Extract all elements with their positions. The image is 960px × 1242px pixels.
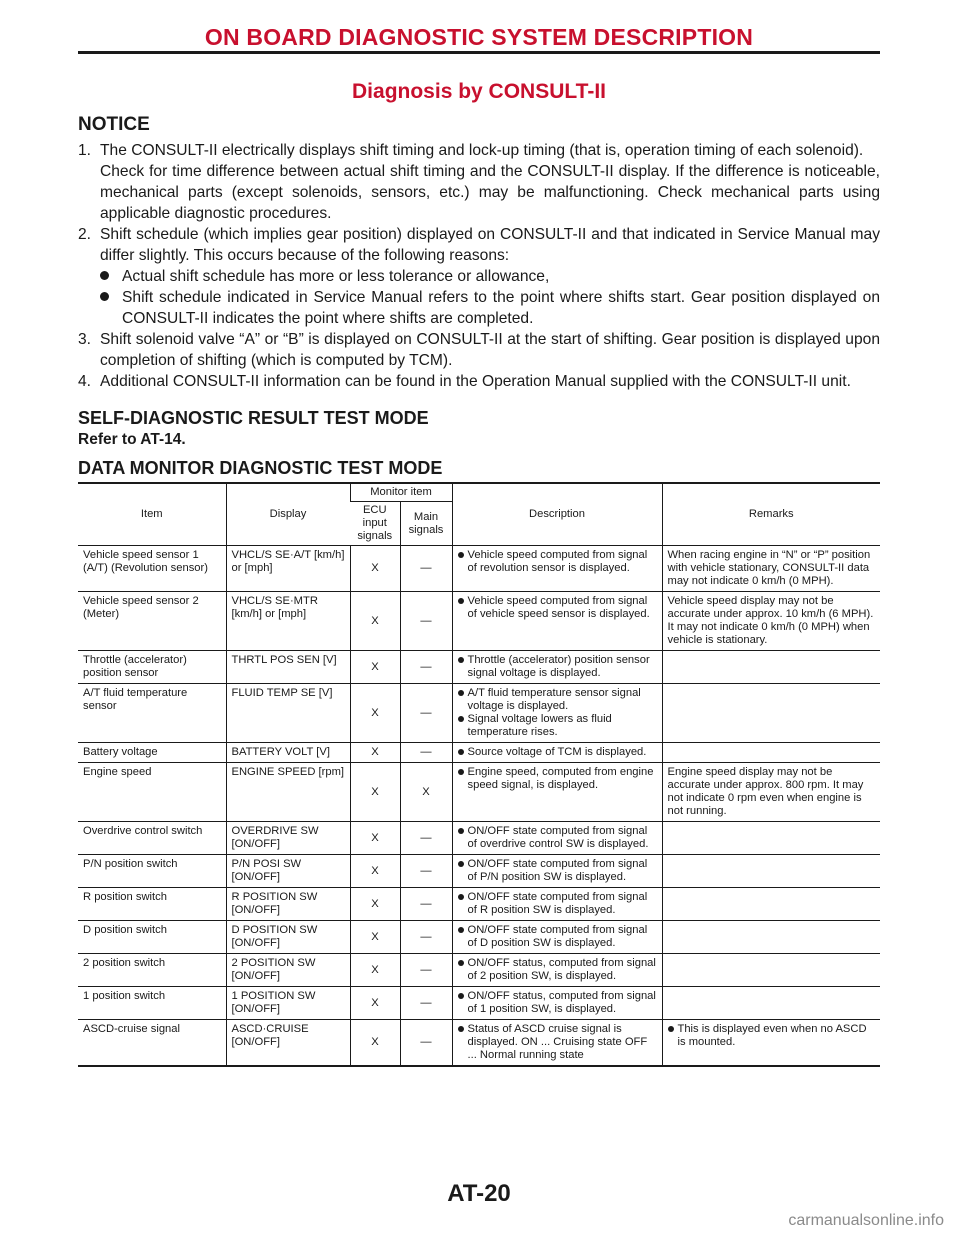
table-row [78, 954, 880, 987]
bullet-dot-icon [100, 271, 109, 280]
bullet-dot-icon [458, 894, 464, 900]
bullet-text: Shift schedule indicated in Service Manual refers to the point where shifts start. Gear position displayed on CONSULT-II indicates the point where shifts are completed. [122, 289, 880, 327]
cell-description [452, 763, 662, 822]
bullet-dot-icon [458, 861, 464, 867]
cell-main-signal: — [400, 1020, 452, 1067]
cell-item: Engine speed [78, 763, 226, 822]
cell-remarks [662, 888, 880, 921]
table-row [78, 763, 880, 822]
description-text: ON/OFF state computed from signal of R position SW is displayed. [467, 891, 648, 916]
cell-ecu-input: X [350, 1020, 400, 1067]
description-bullet [458, 891, 658, 917]
table-row [78, 822, 880, 855]
table-row [78, 743, 880, 763]
cell-display: R POSITION SW [ON/OFF] [226, 888, 350, 921]
bullet-dot-icon [458, 598, 464, 604]
remarks-text: Vehicle speed display may not be accurate under approx. 10 km/h (6 MPH). It may not indicate 0 km/h (0 MPH) when vehicle is stationary. [667, 595, 874, 646]
cell-main-signal: — [400, 592, 452, 651]
col-header-monitor-item: Monitor item [350, 483, 452, 502]
cell-remarks [662, 684, 880, 743]
bullet-dot-icon [458, 690, 464, 696]
description-text: ON/OFF state computed from signal of P/N position SW is displayed. [467, 858, 648, 883]
bullet-dot-icon [100, 292, 109, 301]
page-header [78, 24, 880, 51]
bullet-dot-icon [458, 716, 464, 722]
cell-remarks [662, 592, 880, 651]
notice-bullet [100, 266, 880, 287]
bullet-dot-icon [458, 927, 464, 933]
notice-text: Additional CONSULT-II information can be found in the Operation Manual supplied with the CONSULT-II unit. [100, 373, 851, 390]
description-text: A/T fluid temperature sensor signal voltage is displayed. [467, 687, 641, 712]
notice-item-number: 3. [78, 331, 92, 348]
description-bullet [458, 766, 658, 792]
table-row [78, 1020, 880, 1067]
notice-item-3 [78, 329, 880, 371]
cell-ecu-input: X [350, 822, 400, 855]
cell-main-signal: — [400, 684, 452, 743]
description-text: Engine speed, computed from engine speed signal, is displayed. [467, 766, 654, 791]
remarks-text: When racing engine in “N” or “P” position with vehicle stationary, CONSULT-II data may not indicate 0 km/h (0 MPH). [667, 549, 871, 587]
cell-description [452, 546, 662, 592]
col-header-item: Item [78, 483, 226, 546]
cell-display: VHCL/S SE·A/T [km/h] or [mph] [226, 546, 350, 592]
description-bullet [458, 654, 658, 680]
cell-main-signal: — [400, 888, 452, 921]
header-title: ON BOARD DIAGNOSTIC SYSTEM DESCRIPTION [204, 24, 754, 50]
cell-item: 1 position switch [78, 987, 226, 1020]
description-text: ON/OFF state computed from signal of D position SW is displayed. [467, 924, 648, 949]
cell-item: P/N position switch [78, 855, 226, 888]
cell-main-signal: X [400, 763, 452, 822]
cell-display: BATTERY VOLT [V] [226, 743, 350, 763]
notice-item-number: 1. [78, 142, 92, 159]
description-text: Throttle (accelerator) position sensor signal voltage is displayed. [467, 654, 650, 679]
description-text: Vehicle speed computed from signal of vehicle speed sensor is displayed. [467, 595, 650, 620]
data-monitor-heading: DATA MONITOR DIAGNOSTIC TEST MODE [78, 458, 443, 478]
notice-text: Shift solenoid valve “A” or “B” is displayed on CONSULT-II at the start of shifting. Gear position is displayed upon completion of shifting (which is computed by TCM). [100, 331, 880, 369]
cell-ecu-input: X [350, 954, 400, 987]
cell-ecu-input: X [350, 592, 400, 651]
bullet-dot-icon [458, 657, 464, 663]
cell-remarks [662, 987, 880, 1020]
description-bullet [458, 713, 658, 739]
bullet-dot-icon [458, 552, 464, 558]
description-bullet [458, 924, 658, 950]
cell-main-signal: — [400, 743, 452, 763]
description-bullet [458, 687, 658, 713]
cell-display: ENGINE SPEED [rpm] [226, 763, 350, 822]
cell-display: THRTL POS SEN [V] [226, 651, 350, 684]
cell-item: ASCD-cruise signal [78, 1020, 226, 1067]
page-number: AT-20 [447, 1180, 511, 1207]
col-header-remarks: Remarks [662, 483, 880, 546]
cell-ecu-input: X [350, 546, 400, 592]
cell-description [452, 855, 662, 888]
header-rule [78, 51, 880, 54]
cell-item: Vehicle speed sensor 2 (Meter) [78, 592, 226, 651]
cell-remarks [662, 954, 880, 987]
notice-item-2 [78, 224, 880, 329]
table-row [78, 855, 880, 888]
cell-main-signal: — [400, 921, 452, 954]
col-header-ecu-input: ECU input signals [350, 502, 400, 546]
cell-description [452, 822, 662, 855]
notice-list [78, 140, 880, 392]
cell-display: ASCD·CRUISE [ON/OFF] [226, 1020, 350, 1067]
cell-ecu-input: X [350, 743, 400, 763]
cell-main-signal: — [400, 546, 452, 592]
cell-description [452, 743, 662, 763]
description-text: Status of ASCD cruise signal is displayed. ON ... Cruising state OFF ... Normal running state [467, 1023, 648, 1061]
cell-item: 2 position switch [78, 954, 226, 987]
cell-ecu-input: X [350, 987, 400, 1020]
notice-bullet [100, 287, 880, 329]
cell-main-signal: — [400, 954, 452, 987]
notice-text: The CONSULT-II electrically displays shift timing and lock-up timing (that is, operation timing of each solenoid). [100, 142, 864, 159]
page-title: Diagnosis by CONSULT-II [352, 80, 606, 103]
col-header-description: Description [452, 483, 662, 546]
table-header-row [78, 483, 880, 502]
cell-remarks [662, 855, 880, 888]
cell-main-signal: — [400, 822, 452, 855]
description-bullet [458, 595, 658, 621]
description-bullet [458, 858, 658, 884]
table-row [78, 921, 880, 954]
cell-ecu-input: X [350, 763, 400, 822]
cell-item: D position switch [78, 921, 226, 954]
notice-item-number: 4. [78, 373, 92, 390]
description-bullet [458, 957, 658, 983]
table-row [78, 651, 880, 684]
cell-remarks [662, 822, 880, 855]
cell-remarks [662, 1020, 880, 1067]
description-text: ON/OFF state computed from signal of overdrive control SW is displayed. [467, 825, 649, 850]
col-header-main-signals: Main signals [400, 502, 452, 546]
watermark: carmanualsonline.info [788, 1212, 944, 1229]
cell-remarks [662, 546, 880, 592]
cell-item: A/T fluid temperature sensor [78, 684, 226, 743]
cell-ecu-input: X [350, 684, 400, 743]
description-text: ON/OFF status, computed from signal of 1 position SW, is displayed. [467, 990, 656, 1015]
cell-description [452, 921, 662, 954]
notice-item-number: 2. [78, 226, 92, 243]
cell-ecu-input: X [350, 921, 400, 954]
cell-display: FLUID TEMP SE [V] [226, 684, 350, 743]
cell-remarks [662, 763, 880, 822]
remarks-text: This is displayed even when no ASCD is mounted. [677, 1023, 867, 1048]
bullet-dot-icon [458, 1026, 464, 1032]
cell-main-signal: — [400, 855, 452, 888]
cell-remarks [662, 743, 880, 763]
description-text: ON/OFF status, computed from signal of 2 position SW, is displayed. [467, 957, 656, 982]
bullet-dot-icon [458, 769, 464, 775]
cell-main-signal: — [400, 987, 452, 1020]
description-text: Vehicle speed computed from signal of revolution sensor is displayed. [467, 549, 648, 574]
col-header-display: Display [226, 483, 350, 546]
notice-text: Check for time difference between actual shift timing and the CONSULT-II display. If the difference is noticeable, mechanical parts (except solenoids, sensors, etc.) may be malfunctioning. Check mechanical parts using applicable diagnostic procedures. [100, 163, 880, 222]
cell-description [452, 954, 662, 987]
description-bullet [458, 990, 658, 1016]
bullet-dot-icon [458, 749, 464, 755]
description-text: Source voltage of TCM is displayed. [467, 746, 647, 758]
cell-ecu-input: X [350, 888, 400, 921]
cell-item: Throttle (accelerator) position sensor [78, 651, 226, 684]
cell-item: R position switch [78, 888, 226, 921]
cell-display: VHCL/S SE·MTR [km/h] or [mph] [226, 592, 350, 651]
table-row [78, 684, 880, 743]
cell-item: Vehicle speed sensor 1 (A/T) (Revolution sensor) [78, 546, 226, 592]
description-bullet [458, 549, 658, 575]
description-bullet [458, 825, 658, 851]
remarks-bullet [668, 1023, 877, 1049]
notice-item-1 [78, 140, 880, 224]
cell-description [452, 592, 662, 651]
cell-display: D POSITION SW [ON/OFF] [226, 921, 350, 954]
cell-item: Battery voltage [78, 743, 226, 763]
cell-display: OVERDRIVE SW [ON/OFF] [226, 822, 350, 855]
cell-item: Overdrive control switch [78, 822, 226, 855]
remarks-text: Engine speed display may not be accurate under approx. 800 rpm. It may not indicate 0 rpm even when engine is not running. [667, 766, 864, 817]
notice-item-4 [78, 371, 880, 392]
bullet-dot-icon [458, 993, 464, 999]
table-row [78, 546, 880, 592]
cell-display: 2 POSITION SW [ON/OFF] [226, 954, 350, 987]
cell-description [452, 888, 662, 921]
cell-description [452, 684, 662, 743]
cell-ecu-input: X [350, 651, 400, 684]
bullet-dot-icon [458, 828, 464, 834]
description-bullet [458, 746, 658, 759]
bullet-dot-icon [458, 960, 464, 966]
notice-text: Shift schedule (which implies gear position) displayed on CONSULT-II and that indicated in Service Manual may differ slightly. This occurs because of the following reasons: [100, 226, 880, 264]
bullet-text: Actual shift schedule has more or less tolerance or allowance, [122, 268, 550, 285]
cell-remarks [662, 921, 880, 954]
table-row [78, 888, 880, 921]
data-monitor-table [78, 482, 880, 1067]
cell-description [452, 987, 662, 1020]
table-row [78, 592, 880, 651]
cell-remarks [662, 651, 880, 684]
cell-ecu-input: X [350, 855, 400, 888]
self-diag-heading: SELF-DIAGNOSTIC RESULT TEST MODE [78, 408, 429, 428]
cell-description [452, 651, 662, 684]
cell-main-signal: — [400, 651, 452, 684]
description-text: Signal voltage lowers as fluid temperature rises. [467, 713, 612, 738]
notice-heading: NOTICE [78, 114, 150, 135]
bullet-dot-icon [668, 1026, 674, 1032]
self-diag-reference: Refer to AT-14. [78, 431, 186, 448]
cell-display: P/N POSI SW [ON/OFF] [226, 855, 350, 888]
table-row [78, 987, 880, 1020]
cell-display: 1 POSITION SW [ON/OFF] [226, 987, 350, 1020]
description-bullet [458, 1023, 658, 1062]
cell-description [452, 1020, 662, 1067]
